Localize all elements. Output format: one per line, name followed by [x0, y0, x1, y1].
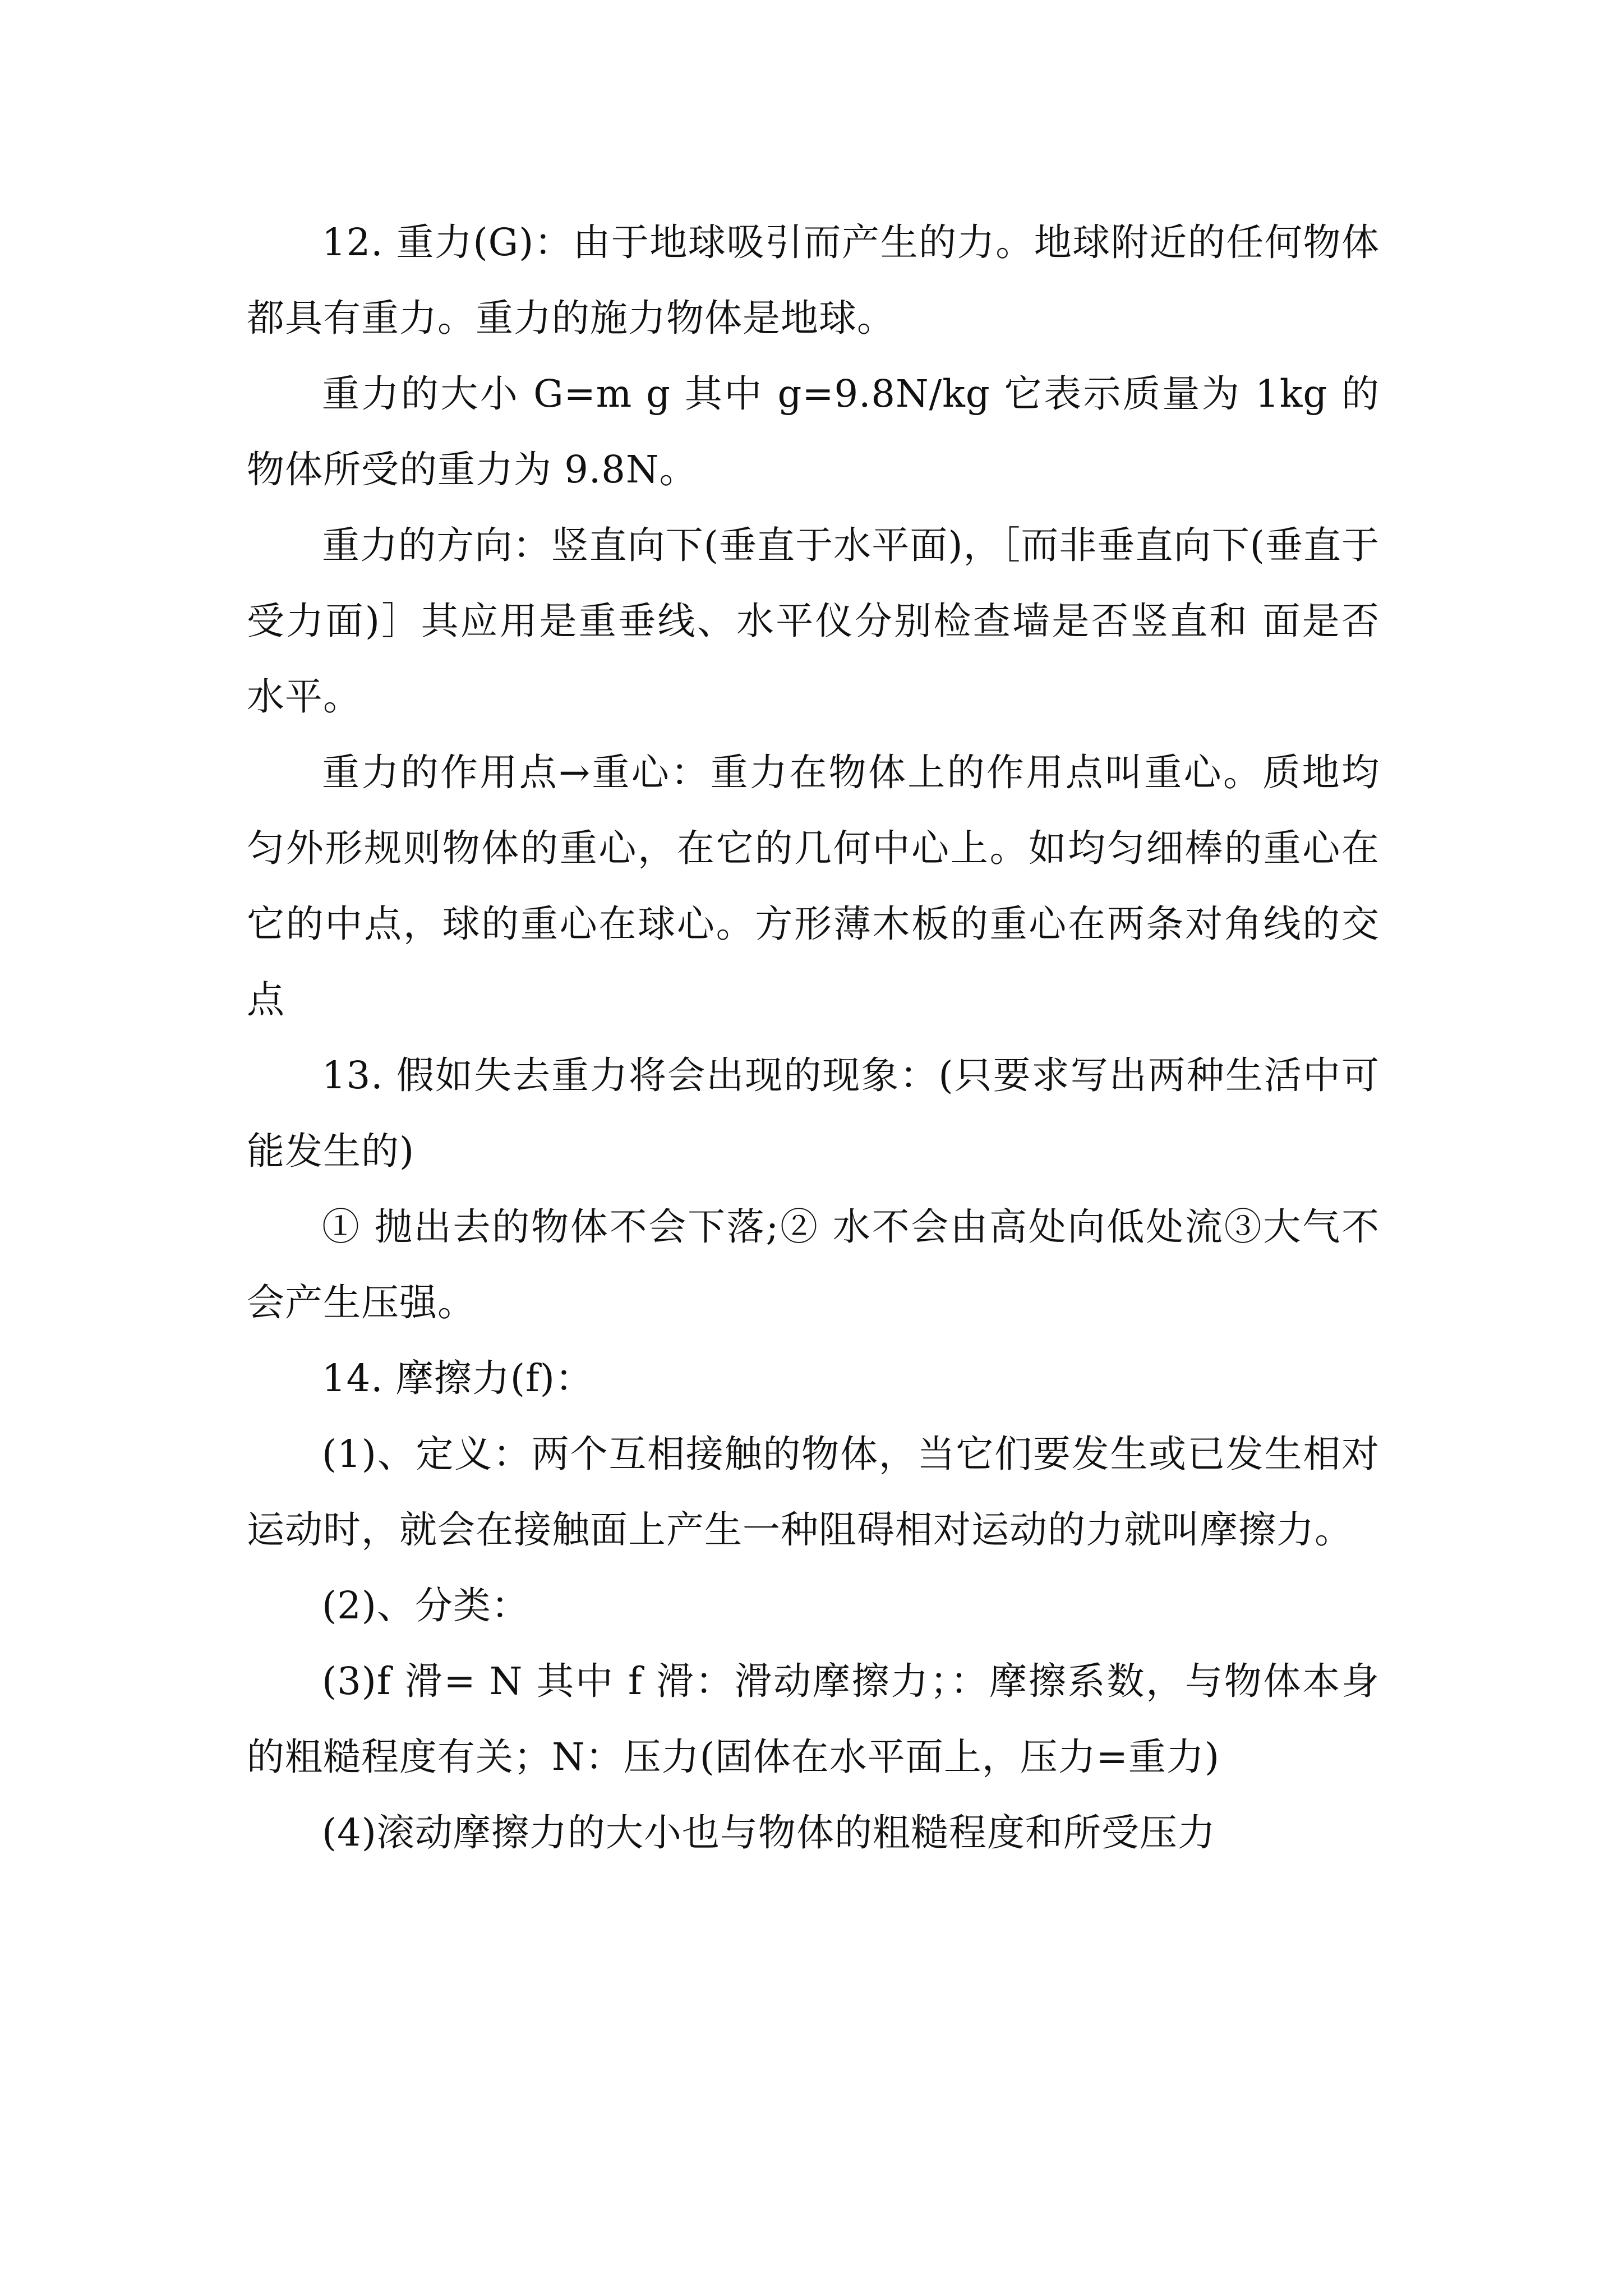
paragraph-center-of-gravity: 重力的作用点→重心：重力在物体上的作用点叫重心。质地均匀外形规则物体的重心，在它的几何中心上。如均匀细棒的重心在它的中点，球的重心在球心。方形薄木板的重心在两条对角线的交点	[247, 751, 1380, 1022]
paragraph-friction-heading: 14. 摩擦力(f)：	[322, 1356, 593, 1400]
paragraph-gravity-magnitude: 重力的大小 G=m g 其中 g=9.8N/kg 它表示质量为 1kg 的物体所受的重力为 9.8N。	[247, 372, 1380, 491]
paragraph-without-gravity: 13. 假如失去重力将会出现的现象：(只要求写出两种生活中可能发生的)	[247, 1053, 1380, 1173]
paragraph-friction-definition: (1)、定义：两个互相接触的物体，当它们要发生或已发生相对运动时，就会在接触面上产生一种阻碍相对运动的力就叫摩擦力。	[247, 1432, 1380, 1552]
paragraph-gravity-definition: 12. 重力(G)：由于地球吸引而产生的力。地球附近的任何物体都具有重力。重力的施力物体是地球。	[247, 220, 1380, 340]
paragraph-gravity-direction: 重力的方向：竖直向下(垂直于水平面)，［而非垂直向下(垂直于受力面)］其应用是重垂线、水平仪分别检查墙是否竖直和 面是否水平。	[247, 523, 1380, 719]
paragraph-friction-classification: (2)、分类：	[322, 1584, 529, 1627]
paragraph-sliding-friction-formula: (3)f 滑= N 其中 f 滑：滑动摩擦力；：摩擦系数，与物体本身的粗糙程度有关；N：压力(固体在水平面上，压力=重力)	[247, 1659, 1380, 1779]
paragraph-phenomena-list: ① 抛出去的物体不会下落;② 水不会由高处向低处流③大气不会产生压强。	[247, 1205, 1380, 1324]
paragraph-rolling-friction: (4)滚动摩擦力的大小也与物体的粗糙程度和所受压力	[322, 1811, 1216, 1855]
document-body	[247, 205, 1380, 1871]
